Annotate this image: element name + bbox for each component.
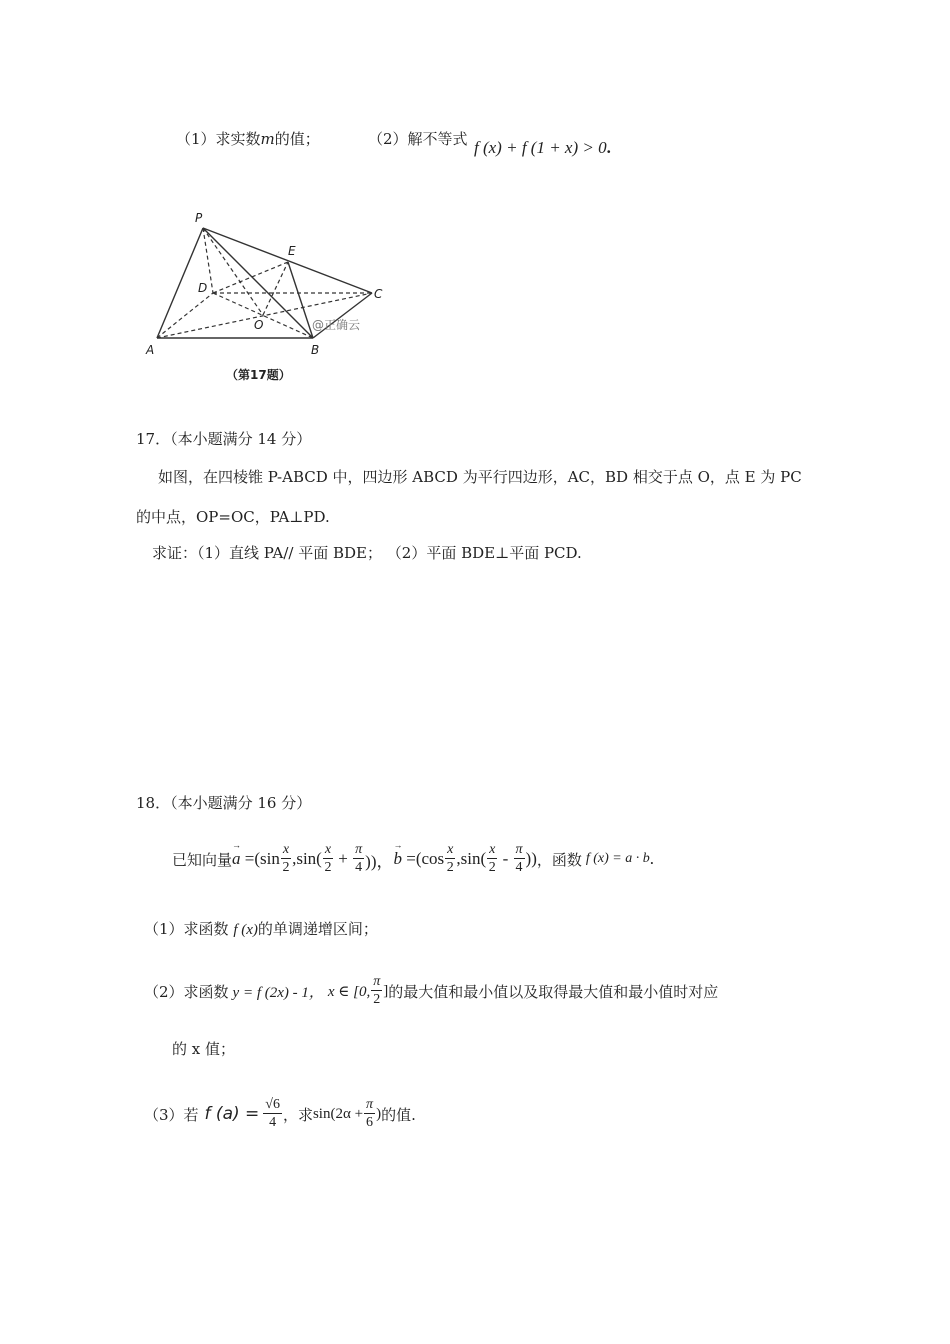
q18-p3-expr: sin(2α + xyxy=(312,1105,364,1122)
frac-pi-4: $\frac{\pi}{4}$ xyxy=(355,842,363,875)
q18-part2: （2）求函数 y = f (2x) - 1， x ∈ [0, $\frac{\pi}{2}$ ] 的最大值和最小值以及取得最大值和最小值时对应 xyxy=(144,974,719,1007)
q18-p3-mid: ，求 xyxy=(282,1105,313,1124)
sqrt-six: √6 xyxy=(265,1097,280,1112)
q18-p2-func: y = f (2x) - 1， xyxy=(232,984,324,1001)
pyramid-figure xyxy=(140,205,400,390)
frac-x-2: $\frac{x}{2}$ xyxy=(488,842,496,875)
edge-de xyxy=(213,262,288,293)
label-a: A xyxy=(146,343,155,357)
q18-p2-prefix: （2）求函数 xyxy=(144,982,229,1001)
q18-p2-line2: 的 x 值； xyxy=(172,1040,235,1058)
q16-part1-tail: 的值； xyxy=(274,130,320,148)
frac-sqrt6-4 xyxy=(263,1098,282,1130)
q18-part3: （3）若 f (a) = $\frac{√6}{4}$ ，求 sin(2α + $\frac{\pi}{6}$ ) 的值. xyxy=(144,1097,416,1130)
edge-ad xyxy=(157,293,213,338)
q18-header: 18．（本小题满分 16 分） xyxy=(136,794,312,812)
edge-be xyxy=(288,262,313,338)
frac-pi-2: $\frac{\pi}{2}$ xyxy=(373,974,381,1007)
q17-header: 17．（本小题满分 14 分） xyxy=(136,430,312,448)
frac-pi-4: $\frac{\pi}{4}$ xyxy=(515,842,523,875)
watermark: @正确云 xyxy=(312,318,361,332)
q16-parts-line xyxy=(176,128,320,149)
q16-part2 xyxy=(368,128,468,149)
q16-inequality xyxy=(474,138,611,158)
label-d: D xyxy=(198,281,208,295)
frac-x-2: $\frac{x}{2}$ xyxy=(446,842,454,875)
vector-a: → a xyxy=(232,849,241,869)
label-c: C xyxy=(374,287,383,301)
q17-line2: 的中点，OP=OC，PA⊥PD. xyxy=(136,508,330,526)
q18-p3-fa: f (a) = xyxy=(204,1104,260,1124)
q17-line1: 如图，在四棱锥 P-ABCD 中，四边形 ABCD 为平行四边形，AC，BD 相交于点 O，点 E 为 PC xyxy=(158,468,802,486)
q18-func-label: ，函数 xyxy=(536,852,582,869)
label-e: E xyxy=(288,244,296,258)
q18-given-prefix: 已知向量 xyxy=(172,852,233,869)
label-p: P xyxy=(195,211,203,225)
q18-fx-def: f (x) = a · b xyxy=(585,851,650,866)
edge-oe xyxy=(263,262,288,315)
q18-p2-domain: x ∈ [0, xyxy=(327,983,371,1000)
label-b: B xyxy=(311,343,320,357)
q18-p3-tail: 的值. xyxy=(381,1105,416,1124)
q18-p1-fx: f (x) xyxy=(233,922,258,938)
edge-pc xyxy=(203,228,372,293)
label-o: O xyxy=(254,318,264,332)
q17-line3: 求证：（1）直线 PA// 平面 BDE； （2）平面 BDE⊥平面 PCD. xyxy=(152,544,582,562)
q18-part1 xyxy=(144,918,378,939)
q16-part1: （1）求实数 xyxy=(176,130,261,148)
q18-p1-tail: 的单调递增区间； xyxy=(257,920,378,938)
q16-part2-label: （2）解不等式 xyxy=(368,130,468,148)
vector-b: → b xyxy=(393,849,402,869)
frac-x-2: $\frac{x}{2}$ xyxy=(282,842,290,875)
q16-part1-var: m xyxy=(260,130,275,148)
frac-pi-6: $\frac{\pi}{6}$ xyxy=(366,1097,374,1130)
edge-pa xyxy=(157,228,203,338)
q18-p2-tail: 的最大值和最小值以及取得最大值和最小值时对应 xyxy=(388,982,719,1001)
denominator-four: 4 xyxy=(269,1115,277,1130)
q16-end-dot: . xyxy=(606,138,611,157)
q18-p3-prefix: （3）若 xyxy=(144,1105,199,1124)
frac-x-2: $\frac{x}{2}$ xyxy=(324,842,332,875)
q16-inequality-text: f (x) + f (1 + x) > 0 xyxy=(474,138,607,157)
q18-given-line: 已知向量 → a =(sin $\frac{x}{2}$ ,sin( $\frac{x}{2}$ + $\frac{\pi}{4}$ ))， → b =(cos $\frac{x}{2}$ ,sin( $\frac{x}{2}$ - $\frac{\pi}{4}$ )) ，函数 f (x) = a · b . xyxy=(172,843,654,875)
figure-caption: （第17题） xyxy=(226,368,291,382)
q18-p1-prefix: （1）求函数 xyxy=(144,920,229,938)
